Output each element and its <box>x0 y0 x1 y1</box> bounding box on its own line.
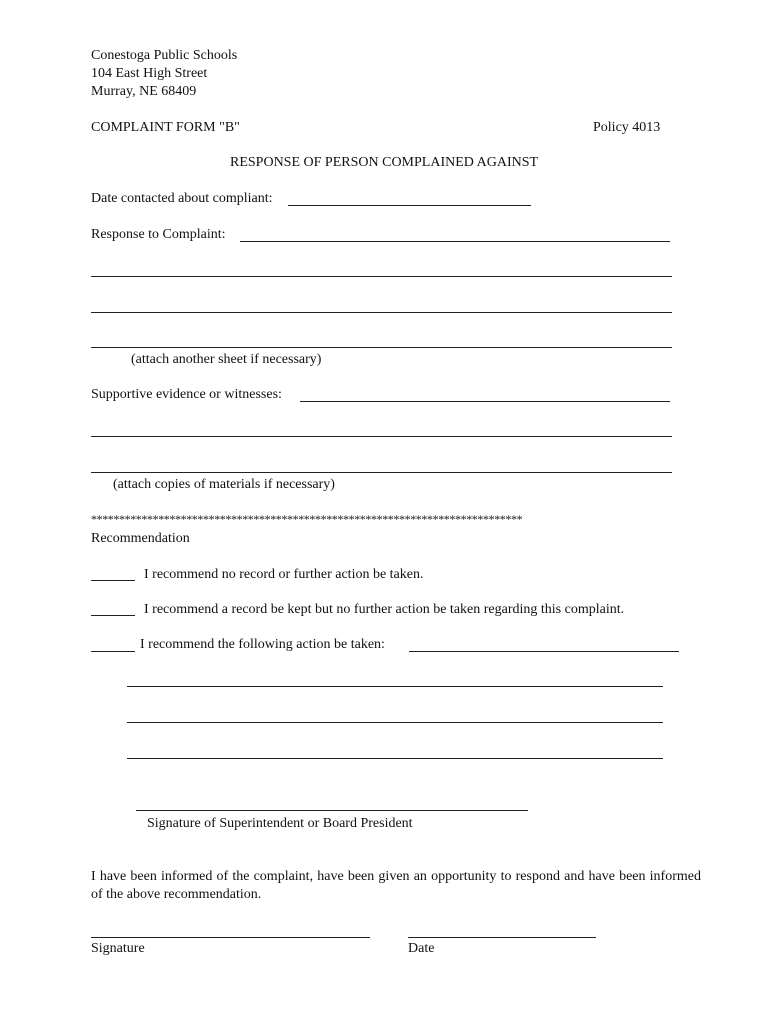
option3-text: I recommend the following action be taken: <box>140 637 385 652</box>
response-field-line-3[interactable] <box>91 312 672 313</box>
action-field-line-1[interactable] <box>409 651 679 652</box>
superintendent-signature-line[interactable] <box>136 810 528 811</box>
date-label: Date <box>408 941 435 956</box>
policy-number: Policy 4013 <box>593 120 661 135</box>
acknowledgement-text: I have been informed of the complaint, have been given an opportunity to respond and have been informed of the above recommendation. <box>91 869 701 902</box>
option2-checkbox-line[interactable] <box>91 615 135 616</box>
evidence-field-line-3[interactable] <box>91 472 672 473</box>
attach-copies-note: (attach copies of materials if necessary) <box>113 477 335 492</box>
response-field-line-2[interactable] <box>91 276 672 277</box>
response-label: Response to Complaint: <box>91 227 226 242</box>
form-subtitle: RESPONSE OF PERSON COMPLAINED AGAINST <box>230 155 539 170</box>
option2-text: I recommend a record be kept but no further action be taken regarding this complaint. <box>144 602 625 617</box>
option1-checkbox-line[interactable] <box>91 580 135 581</box>
evidence-field-line-1[interactable] <box>300 401 670 402</box>
signature-label: Signature <box>91 941 145 956</box>
attach-sheet-note: (attach another sheet if necessary) <box>131 352 322 367</box>
action-field-line-3[interactable] <box>127 722 663 723</box>
form-title: COMPLAINT FORM "B" <box>91 120 240 135</box>
address-line-1: 104 East High Street <box>91 66 208 81</box>
org-name: Conestoga Public Schools <box>91 48 238 63</box>
date-line[interactable] <box>408 937 596 938</box>
response-field-line-4[interactable] <box>91 347 672 348</box>
asterisk-divider: ***************************************************************************** <box>91 512 523 526</box>
option3-checkbox-line[interactable] <box>91 651 135 652</box>
superintendent-signature-label: Signature of Superintendent or Board President <box>147 816 413 831</box>
option1-text: I recommend no record or further action be taken. <box>144 567 424 582</box>
evidence-label: Supportive evidence or witnesses: <box>91 387 282 402</box>
date-contacted-field[interactable] <box>288 205 531 206</box>
response-field-line-1[interactable] <box>240 241 670 242</box>
action-field-line-4[interactable] <box>127 758 663 759</box>
evidence-field-line-2[interactable] <box>91 436 672 437</box>
address-line-2: Murray, NE 68409 <box>91 84 197 99</box>
recommendation-heading: Recommendation <box>91 531 190 546</box>
action-field-line-2[interactable] <box>127 686 663 687</box>
signature-line[interactable] <box>91 937 370 938</box>
date-contacted-label: Date contacted about compliant: <box>91 191 273 206</box>
